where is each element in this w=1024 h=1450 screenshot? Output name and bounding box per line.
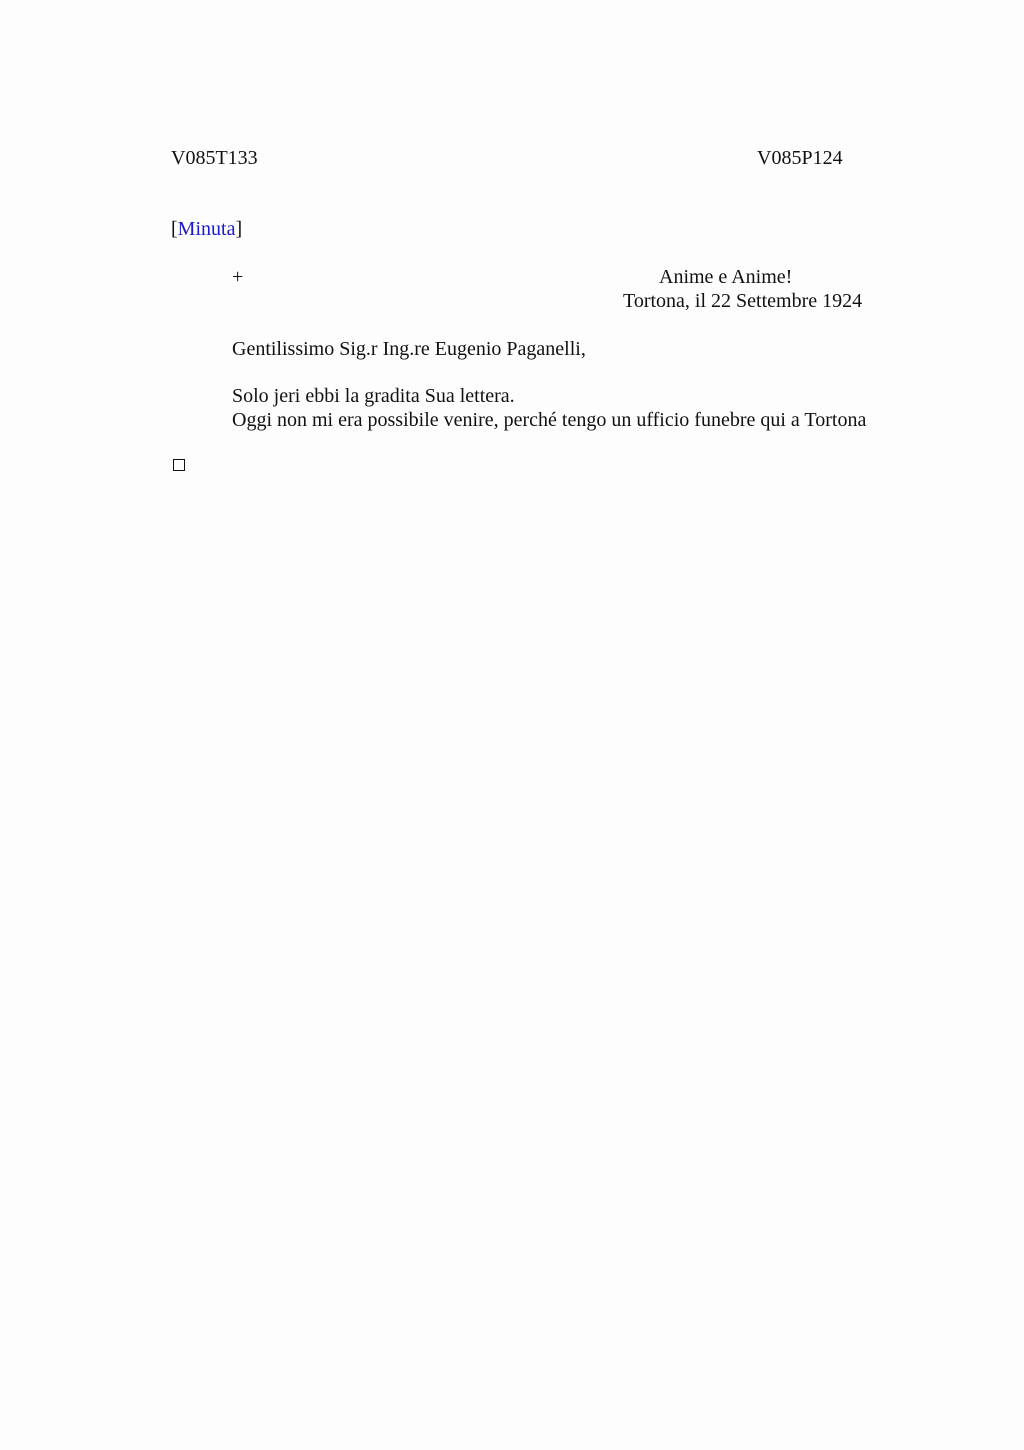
- cross-symbol: +: [232, 266, 244, 288]
- letter-dateline: Tortona, il 22 Settembre 1924: [623, 290, 863, 312]
- minuta-link[interactable]: Minuta: [177, 218, 236, 240]
- letter-body-line: Solo jeri ebbi la gradita Sua lettera.: [232, 385, 515, 407]
- empty-square-icon: [173, 459, 185, 471]
- letter-salutation: Gentilissimo Sig.r Ing.re Eugenio Paganelli,: [232, 338, 586, 360]
- open-bracket: [: [171, 218, 178, 240]
- document-code-right: V085P124: [757, 147, 843, 169]
- letter-motto: Anime e Anime!: [659, 266, 793, 288]
- letter-body-line: Oggi non mi era possibile venire, perché tengo un ufficio funebre qui a Tortona: [232, 409, 867, 431]
- close-bracket: ]: [235, 218, 243, 240]
- minuta-note: [171, 217, 242, 241]
- document-code-left: V085T133: [171, 147, 258, 169]
